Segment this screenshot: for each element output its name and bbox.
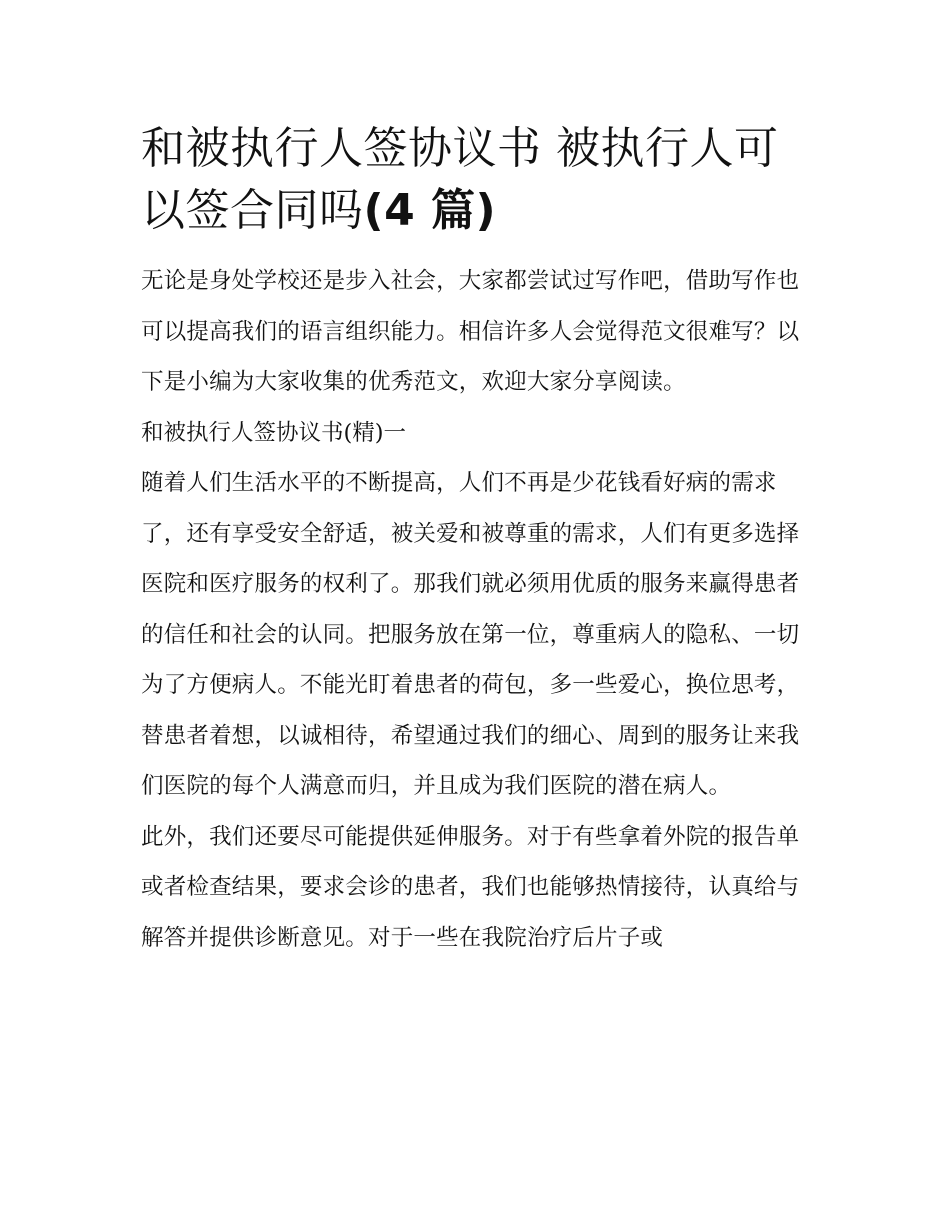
body-paragraph-1: 随着人们生活水平的不断提高，人们不再是少花钱看好病的需求了，还有享受安全舒适，被关爱和被尊重的需求，人们有更多选择医院和医疗服务的权利了。那我们就必须用优质的服务来赢得患者的信任和社会的认同。把服务放在第一位，尊重病人的隐私、一切为了方便病人。不能光盯着患者的荷包，多一些爱心，换位思考，替患者着想，以诚相待，希望通过我们的细心、周到的服务让来我们医院的每个人满意而归，并且成为我们医院的潜在病人。 [141,470,800,799]
document-title-count: (4 篇) [363,185,497,236]
section-heading: 和被执行人签协议书(精)一 [141,419,407,446]
document-title-main: 和被执行人签协议书 被执行人可以签合同吗 [141,123,779,236]
document-title [141,118,813,242]
document-content [141,118,813,963]
body-paragraph-2: 此外，我们还要尽可能提供延伸服务。对于有些拿着外院的报告单或者检查结果，要求会诊的患者，我们也能够热情接待，认真给与解答并提供诊断意见。对于一些在我院治疗后片子或 [141,823,800,951]
intro-paragraph: 无论是身处学校还是步入社会，大家都尝试过写作吧，借助写作也可以提高我们的语言组织能力。相信许多人会觉得范文很难写？以下是小编为大家收集的优秀范文，欢迎大家分享阅读。 [141,268,800,395]
